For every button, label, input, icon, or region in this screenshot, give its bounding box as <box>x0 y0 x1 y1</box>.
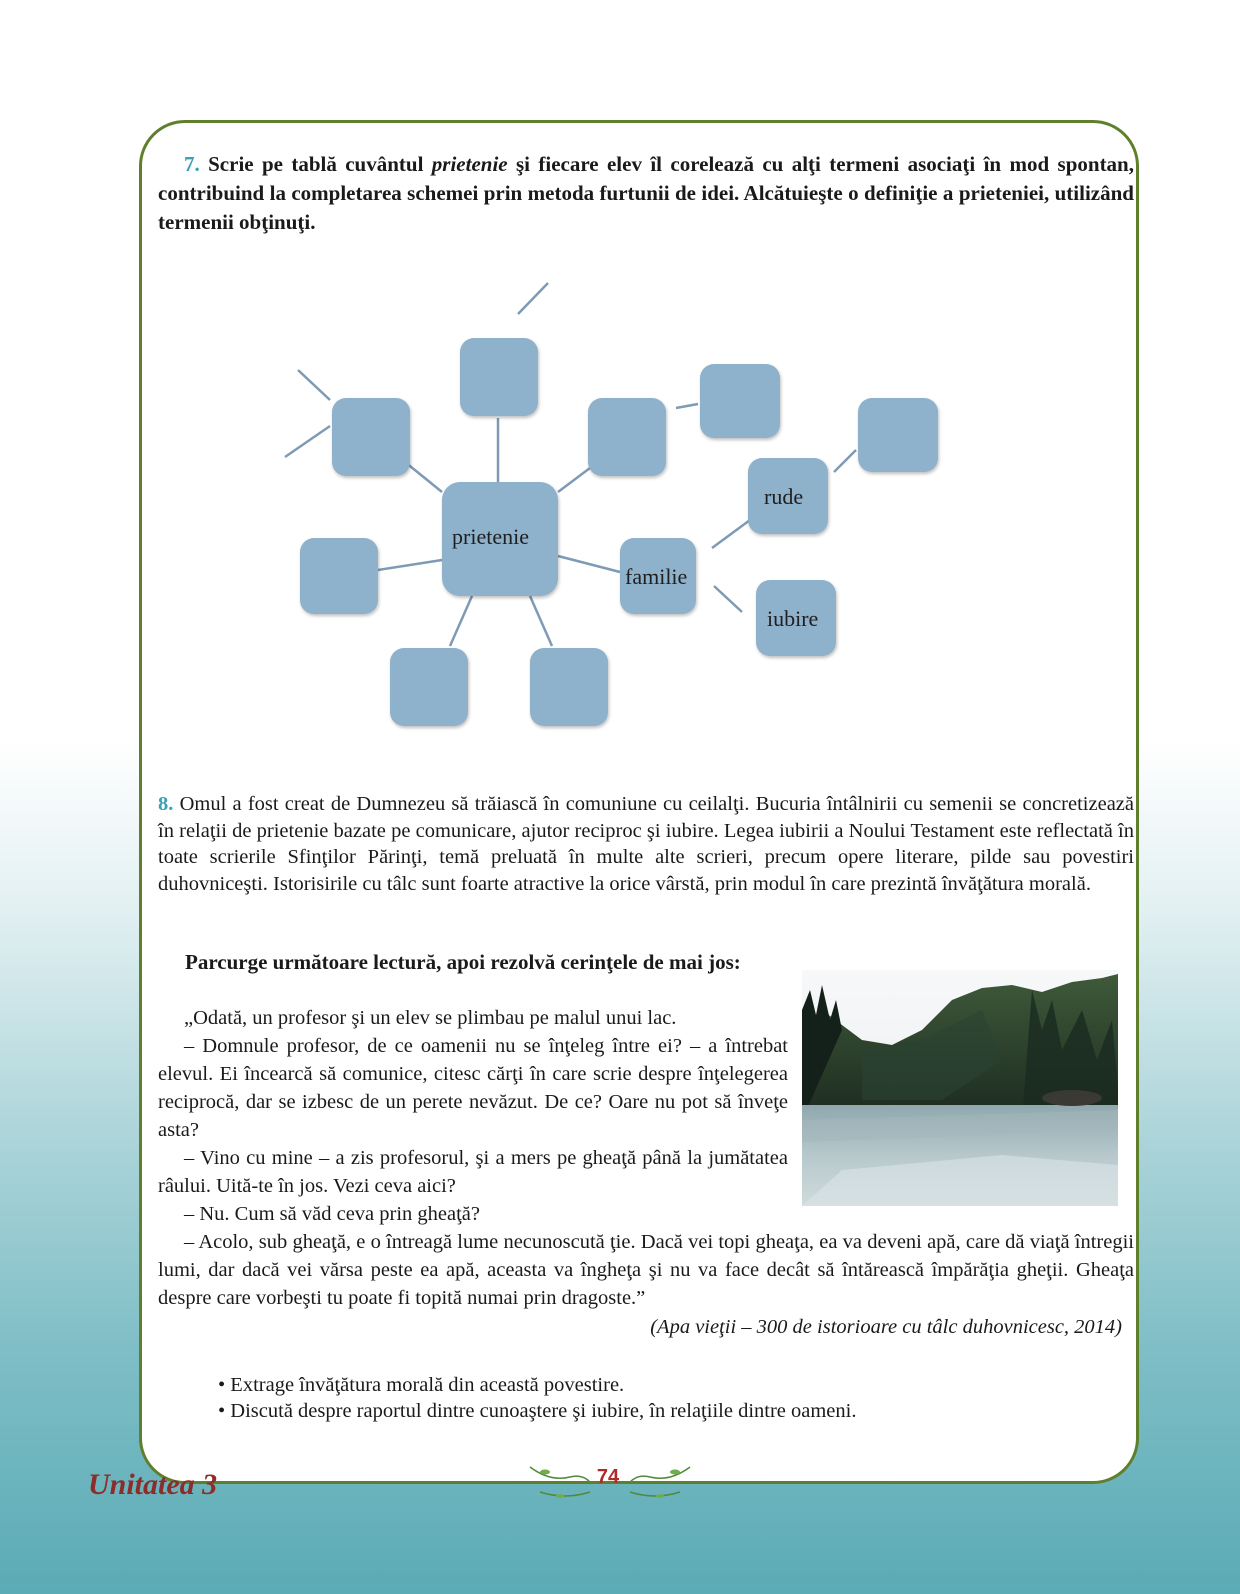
task-7-text-before: Scrie pe tablă cuvântul <box>199 152 432 176</box>
mindmap-node-empty <box>460 338 538 416</box>
connector-line <box>834 450 856 472</box>
footer-unit-label: Unitatea 3 <box>88 1468 218 1501</box>
task-8-number: 8. <box>158 793 174 815</box>
mindmap-node-center <box>442 482 558 596</box>
mindmap-node-familie <box>620 538 696 614</box>
story-paragraph: – Acolo, sub gheaţă, e o întreagă lume necunoscută ţie. Dacă vei topi gheaţa, ea va deveni apă, care dă viaţă întregii lumi, dar dacă vei vărsa peste ea apă, aceasta va îngheţa şi nu va face decât să întărească împărăţia gheţii. Gheaţa despre care vorbeşti tu poate fi topită numai prin dragoste.” <box>158 1231 1134 1309</box>
connector-line <box>298 370 330 400</box>
reading-prompt: Parcurge următoare lectură, apoi rezolvă cerinţele de mai jos: <box>185 950 741 974</box>
mindmap-node-label: familie <box>625 564 688 589</box>
mindmap-connectors <box>0 0 1240 760</box>
story-paragraph: – Vino cu mine – a zis profesorul, şi a mers pe gheaţă până la jumătatea râului. Uită-te în jos. Vezi ceva aici? <box>158 1147 788 1197</box>
task-7-text-after: şi fiecare elev îl corelează cu alţi termeni asociaţi în mod spontan, contribuind la completarea schemei prin metoda furtunii de idei. Alcătuieşte o definiţie a prieteniei, utilizând termenii obţinuţi. <box>158 152 1134 234</box>
mindmap-node-empty <box>390 648 468 726</box>
mindmap-node-empty <box>588 398 666 476</box>
task-bullet: • Extrage învăţătura morală din această povestire. <box>218 1374 625 1396</box>
mindmap-node-rude <box>748 458 828 534</box>
mindmap-node-label: rude <box>764 484 804 509</box>
connector-line <box>712 520 750 548</box>
connector-line <box>714 586 742 612</box>
connector-line <box>518 283 548 314</box>
connector-line <box>405 462 442 492</box>
task-8-body: Omul a fost creat de Dumnezeu să trăiască în comuniune cu ceilalţi. Bucuria întâlnirii cu semenii se concretizează în relaţii de prietenie bazate pe comunicare, ajutor reciproc şi iubire. Legea iubirii a Noului Testament este reflectată în toate scrierile Sfinţilor Părinţi, temă preluată în multe alte scrieri, precum opere literare, pilde sau povestiri duhovniceşti. Istorisirile cu tâlc sunt foarte atractive la orice vârstă, prin modul în care prezintă învăţătura morală. <box>158 793 1134 895</box>
connector-line <box>285 426 330 457</box>
mindmap-node-iubire <box>756 580 836 656</box>
connector-line <box>558 468 590 492</box>
connector-line <box>530 596 552 646</box>
mindmap-node-label: iubire <box>767 606 819 631</box>
story-source: (Apa vieţii – 300 de istorioare cu tâlc duhovnicesc, 2014) <box>650 1316 1122 1338</box>
story-paragraph: – Domnule profesor, de ce oamenii nu se înţeleg între ei? – a întrebat elevul. Ei încearcă să comunice, citesc cărţi în care scrie despre înţelegerea reciprocă, dar se izbesc de un perete nevăzut. De ce? Oare nu pot să înveţe asta? <box>158 1035 788 1141</box>
connector-line <box>450 596 472 646</box>
mindmap-node-empty <box>530 648 608 726</box>
connector-line <box>378 560 442 570</box>
mindmap-node-empty <box>332 398 410 476</box>
mindmap-node-empty <box>300 538 378 614</box>
mindmap-node-empty <box>858 398 938 472</box>
mindmap-node-label: prietenie <box>452 524 529 549</box>
task-7-keyword: prietenie <box>431 152 508 176</box>
task-7-number: 7. <box>184 152 200 176</box>
connector-line <box>558 556 620 572</box>
task-8-text <box>158 791 1134 897</box>
task-bullet: • Discută despre raportul dintre cunoaştere şi iubire, în relaţiile dintre oameni. <box>218 1400 857 1422</box>
page-number: 74 <box>596 1466 620 1488</box>
connector-line <box>676 404 698 408</box>
frozen-lake-photo <box>802 970 1118 1206</box>
story-paragraph: „Odată, un profesor şi un elev se plimbau pe malul unui lac. <box>184 1007 677 1029</box>
mindmap-node-empty <box>700 364 780 438</box>
story-paragraph: – Nu. Cum să văd ceva prin gheaţă? <box>184 1203 481 1225</box>
